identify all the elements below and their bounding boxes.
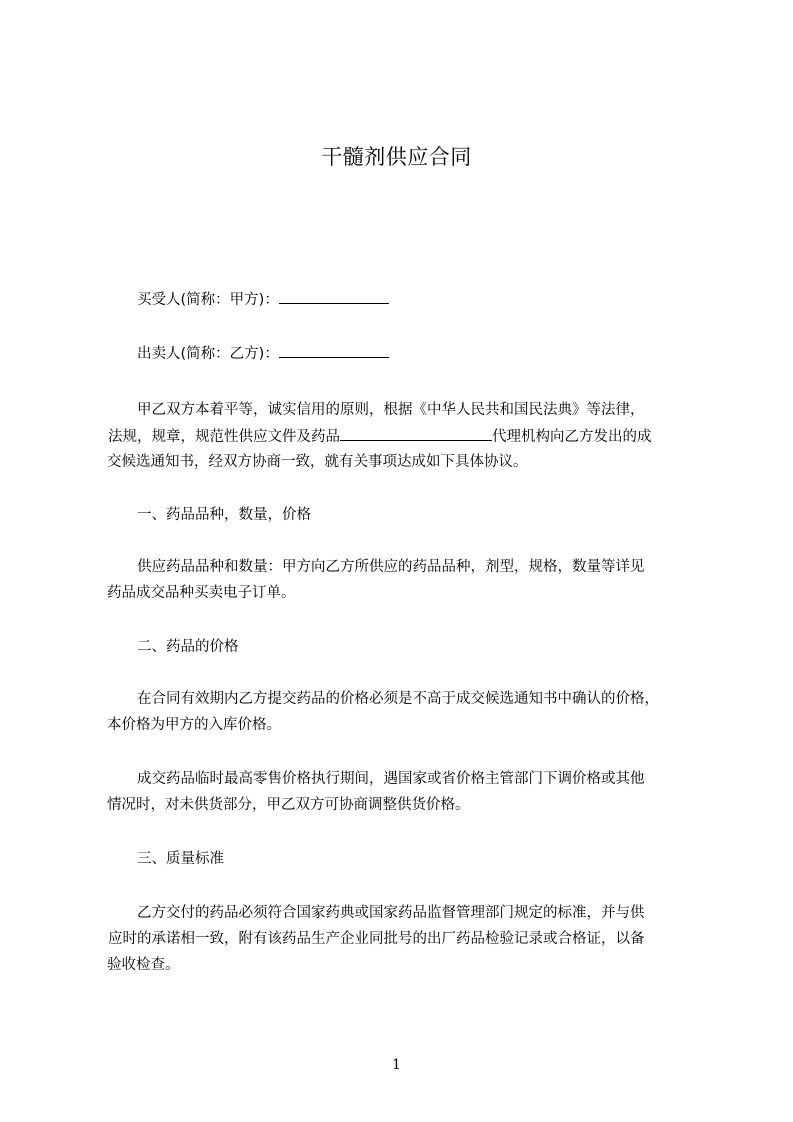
preamble-line-2-before: 法规，规章，规范性供应文件及药品 [108, 429, 340, 445]
buyer-blank [279, 289, 389, 304]
seller-blank [279, 343, 389, 358]
seller-line [137, 343, 389, 364]
section3-para-line-2: 应时的承诺相一致，附有该药品生产企业同批号的出厂药品检验记录或合格证，以备 [108, 931, 645, 947]
page-number: 1 [392, 1057, 401, 1073]
seller-label: 出卖人(简称：乙方)： [137, 346, 279, 362]
section2-para1-line-1: 在合同有效期内乙方提交药品的价格必须是不高于成交候选通知书中确认的价格， [137, 691, 659, 707]
section2-para2-line-1: 成交药品临时最高零售价格执行期间，遇国家或省价格主管部门下调价格或其他 [137, 771, 645, 787]
section1-heading: 一、药品品种，数量，价格 [137, 507, 311, 523]
section3-heading: 三、质量标准 [137, 851, 224, 867]
buyer-label: 买受人(简称：甲方)： [137, 292, 279, 308]
buyer-line [137, 289, 389, 310]
preamble-line-2-after: 代理机构向乙方发出的成 [492, 429, 652, 445]
section3-para-line-1: 乙方交付的药品必须符合国家药典或国家药品监督管理部门规定的标准，并与供 [137, 905, 645, 921]
section1-para-line-1: 供应药品品种和数量：甲方向乙方所供应的药品品种，剂型，规格，数量等详见 [137, 559, 645, 575]
agency-blank [340, 426, 492, 441]
preamble-line-2 [108, 426, 652, 447]
document-title: 干髓剂供应合同 [321, 145, 472, 169]
section3-para-line-3: 验收检查。 [107, 957, 180, 973]
section2-para1-line-2: 本价格为甲方的入库价格。 [107, 717, 281, 733]
section2-para2-line-2: 情况时，对未供货部分，甲乙双方可协商调整供货价格。 [107, 797, 470, 813]
section2-heading: 二、药品的价格 [137, 639, 239, 655]
preamble-line-3: 交候选通知书，经双方协商一致，就有关事项达成如下具体协议。 [107, 454, 528, 470]
preamble-line-1: 甲乙双方本着平等，诚实信用的原则，根据《中华人民共和国民法典》等法律， [137, 402, 645, 418]
section1-para-line-2: 药品成交品种买卖电子订单。 [107, 585, 296, 601]
